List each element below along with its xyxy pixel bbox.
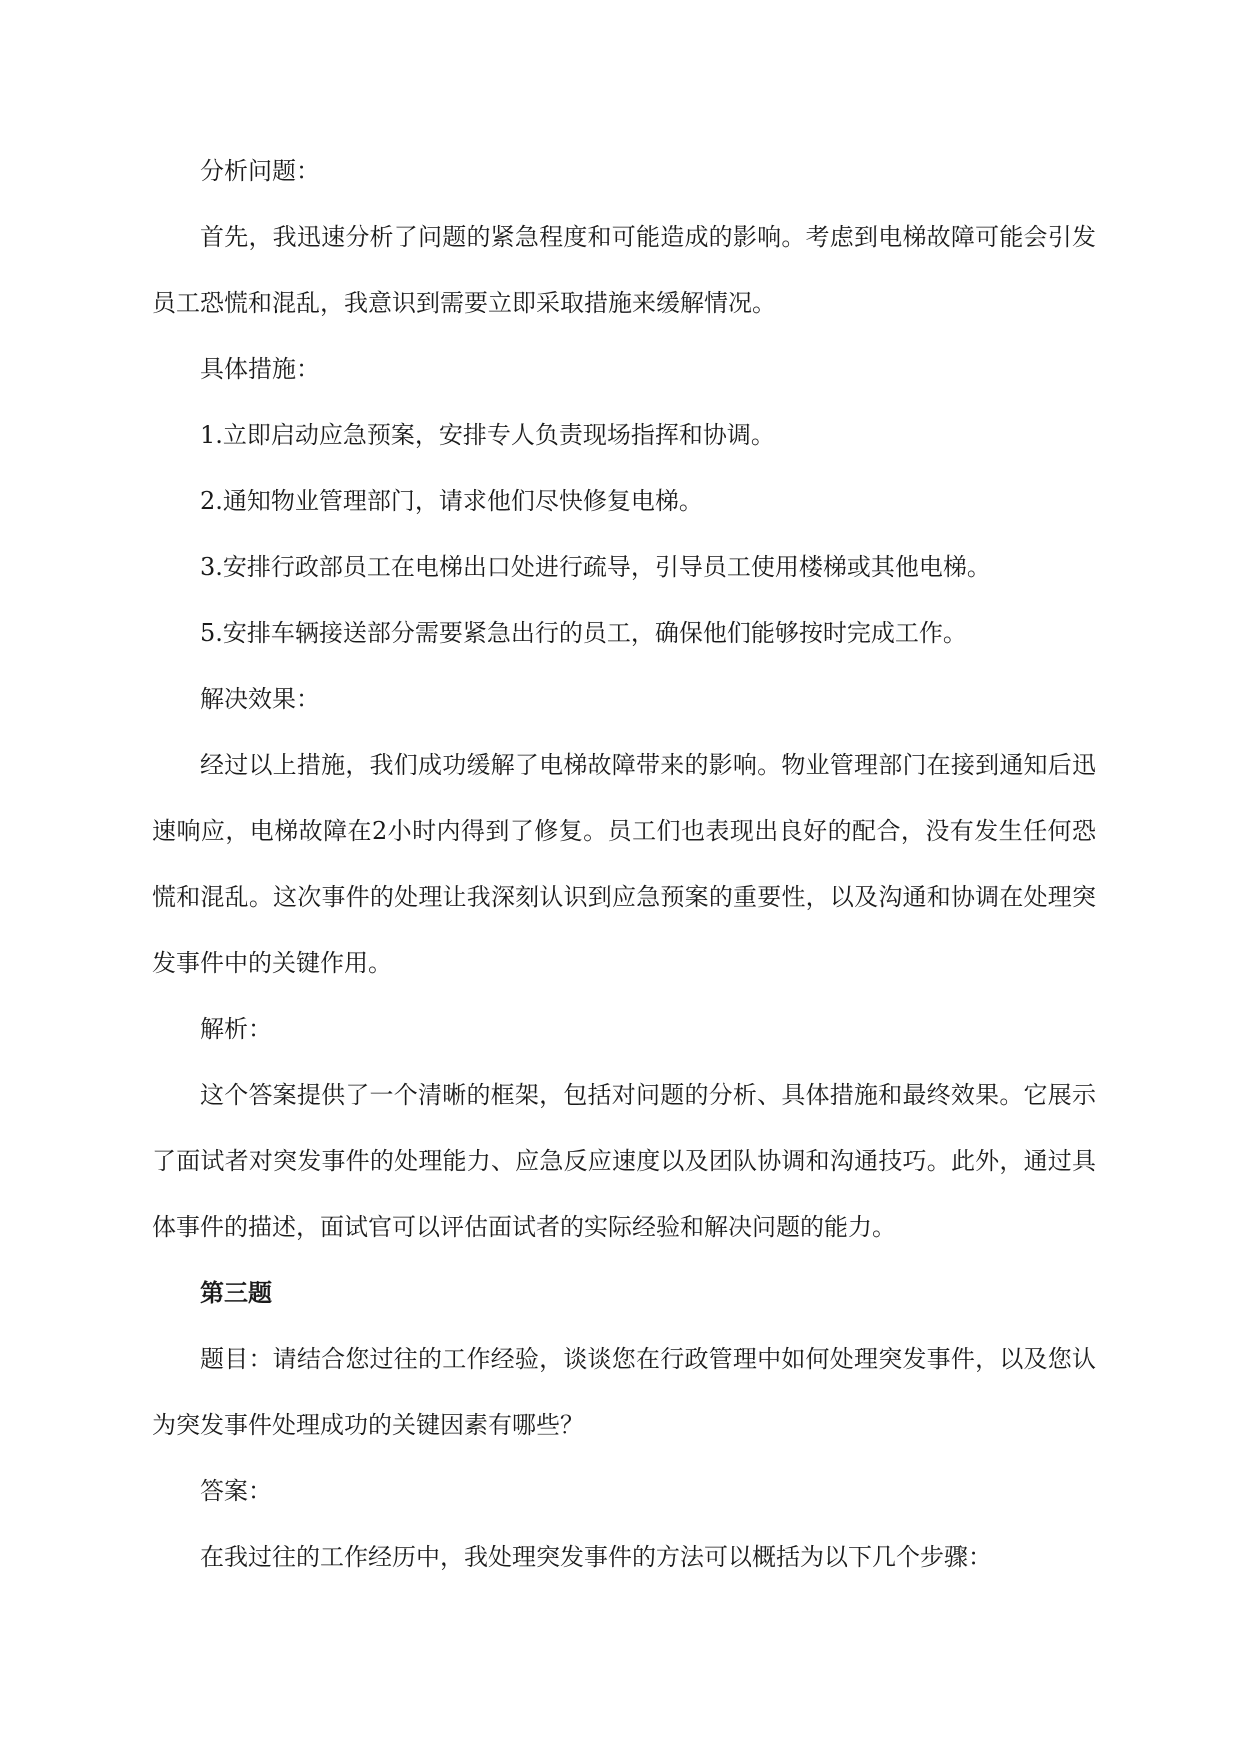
result-heading: 解决效果： — [200, 685, 320, 713]
measure-item-1: 1.立即启动应急预案，安排专人负责现场指挥和协调。 — [200, 421, 775, 449]
question-3-text: 题目：请结合您过往的工作经验，谈谈您在行政管理中如何处理突发事件，以及您认为突发事件处理成功的关键因素有哪些？ — [152, 1345, 1096, 1439]
document-page — [152, 138, 1096, 1590]
result-paragraph: 经过以上措施，我们成功缓解了电梯故障带来的影响。物业管理部门在接到通知后迅速响应，电梯故障在2小时内得到了修复。员工们也表现出良好的配合，没有发生任何恐慌和混乱。这次事件的处理让我深刻认识到应急预案的重要性，以及沟通和协调在处理突发事件中的关键作用。 — [152, 751, 1096, 977]
measures-heading: 具体措施： — [200, 355, 320, 383]
explanation-paragraph: 这个答案提供了一个清晰的框架，包括对问题的分析、具体措施和最终效果。它展示了面试者对突发事件的处理能力、应急反应速度以及团队协调和沟通技巧。此外，通过具体事件的描述，面试官可以评估面试者的实际经验和解决问题的能力。 — [152, 1081, 1096, 1241]
analysis-heading: 分析问题： — [200, 157, 320, 185]
measure-item-2: 2.通知物业管理部门，请求他们尽快修复电梯。 — [200, 487, 703, 515]
answer-paragraph: 在我过往的工作经历中，我处理突发事件的方法可以概括为以下几个步骤： — [200, 1543, 992, 1571]
answer-heading: 答案： — [200, 1477, 272, 1505]
question-3-title: 第三题 — [200, 1278, 272, 1307]
explanation-heading: 解析： — [200, 1015, 272, 1043]
measure-item-5: 5.安排车辆接送部分需要紧急出行的员工，确保他们能够按时完成工作。 — [200, 619, 967, 647]
measure-item-3: 3.安排行政部员工在电梯出口处进行疏导，引导员工使用楼梯或其他电梯。 — [200, 553, 991, 581]
analysis-paragraph: 首先，我迅速分析了问题的紧急程度和可能造成的影响。考虑到电梯故障可能会引发员工恐慌和混乱，我意识到需要立即采取措施来缓解情况。 — [152, 223, 1096, 317]
